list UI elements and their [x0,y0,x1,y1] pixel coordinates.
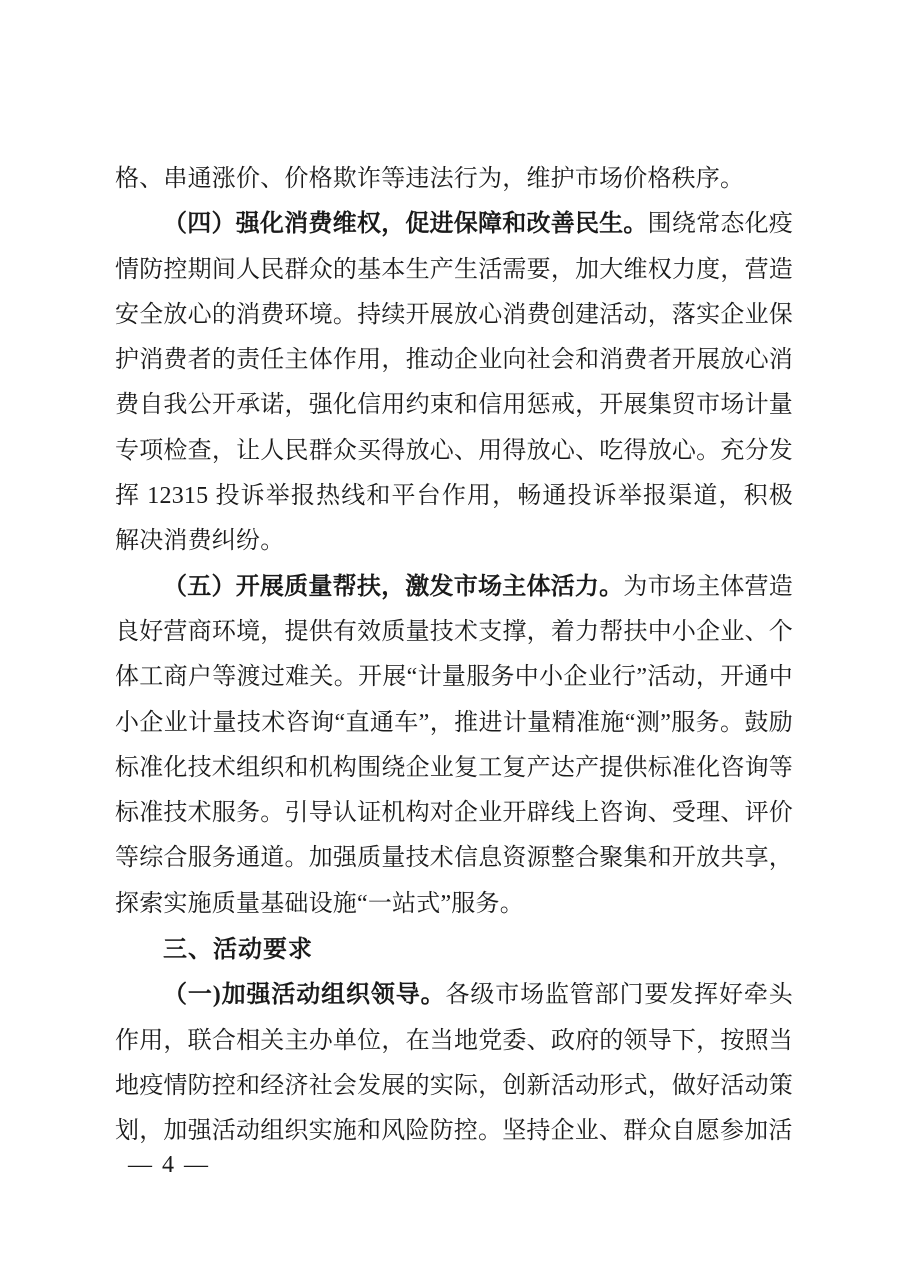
page-number: — 4 — [128,1152,210,1178]
paragraph [115,973,793,1154]
bold-text-run: （五）开展质量帮扶，激发市场主体活力。 [163,573,624,600]
bold-text-run: 三、活动要求 [163,936,313,964]
bold-text-run: （四）强化消费维权，促进保障和改善民生。 [163,211,648,238]
document-body [115,157,793,1155]
text-run: 各级市场监管部门要发挥好牵头作用，联合相关主办单位，在当地党委、政府的领导下，按照当地疫情防控和经济社会发展的实际，创新活动形式，做好活动策划，加强活动组织实施和风险防控。坚持企业、群众自愿参加活 [115,982,793,1145]
bold-text-run: （一)加强活动组织领导。 [163,982,446,1009]
paragraph [115,202,793,564]
text-run: 为市场主体营造良好营商环境，提供有效质量技术支撑，着力帮扶中小企业、个体工商户等渡过难关。开展“计量服务中小企业行”活动，开通中小企业计量技术咨询“直通车”，推进计量精准施“测”服务。鼓励标准化技术组织和机构围绕企业复工复产达产提供标准化咨询等标准技术服务。引导认证机构对企业开辟线上咨询、受理、评价等综合服务通道。加强质量技术信息资源整合聚集和开放共享，探索实施质量基础设施“一站式”服务。 [115,573,793,917]
paragraph [115,157,793,202]
paragraph [115,565,793,927]
section-heading [115,927,793,973]
text-run: 格、串通涨价、价格欺诈等违法行为，维护市场价格秩序。 [115,166,745,192]
text-run: 围绕常态化疫情防控期间人民群众的基本生产生活需要，加大维权力度，营造安全放心的消费环境。持续开展放心消费创建活动，落实企业保护消费者的责任主体作用，推动企业向社会和消费者开展放心消费自我公开承诺，强化信用约束和信用惩戒，开展集贸市场计量专项检查，让人民群众买得放心、用得放心、吃得放心。充分发挥 12315 投诉举报热线和平台作用，畅通投诉举报渠道，积极解决消费纠纷。 [115,211,793,555]
